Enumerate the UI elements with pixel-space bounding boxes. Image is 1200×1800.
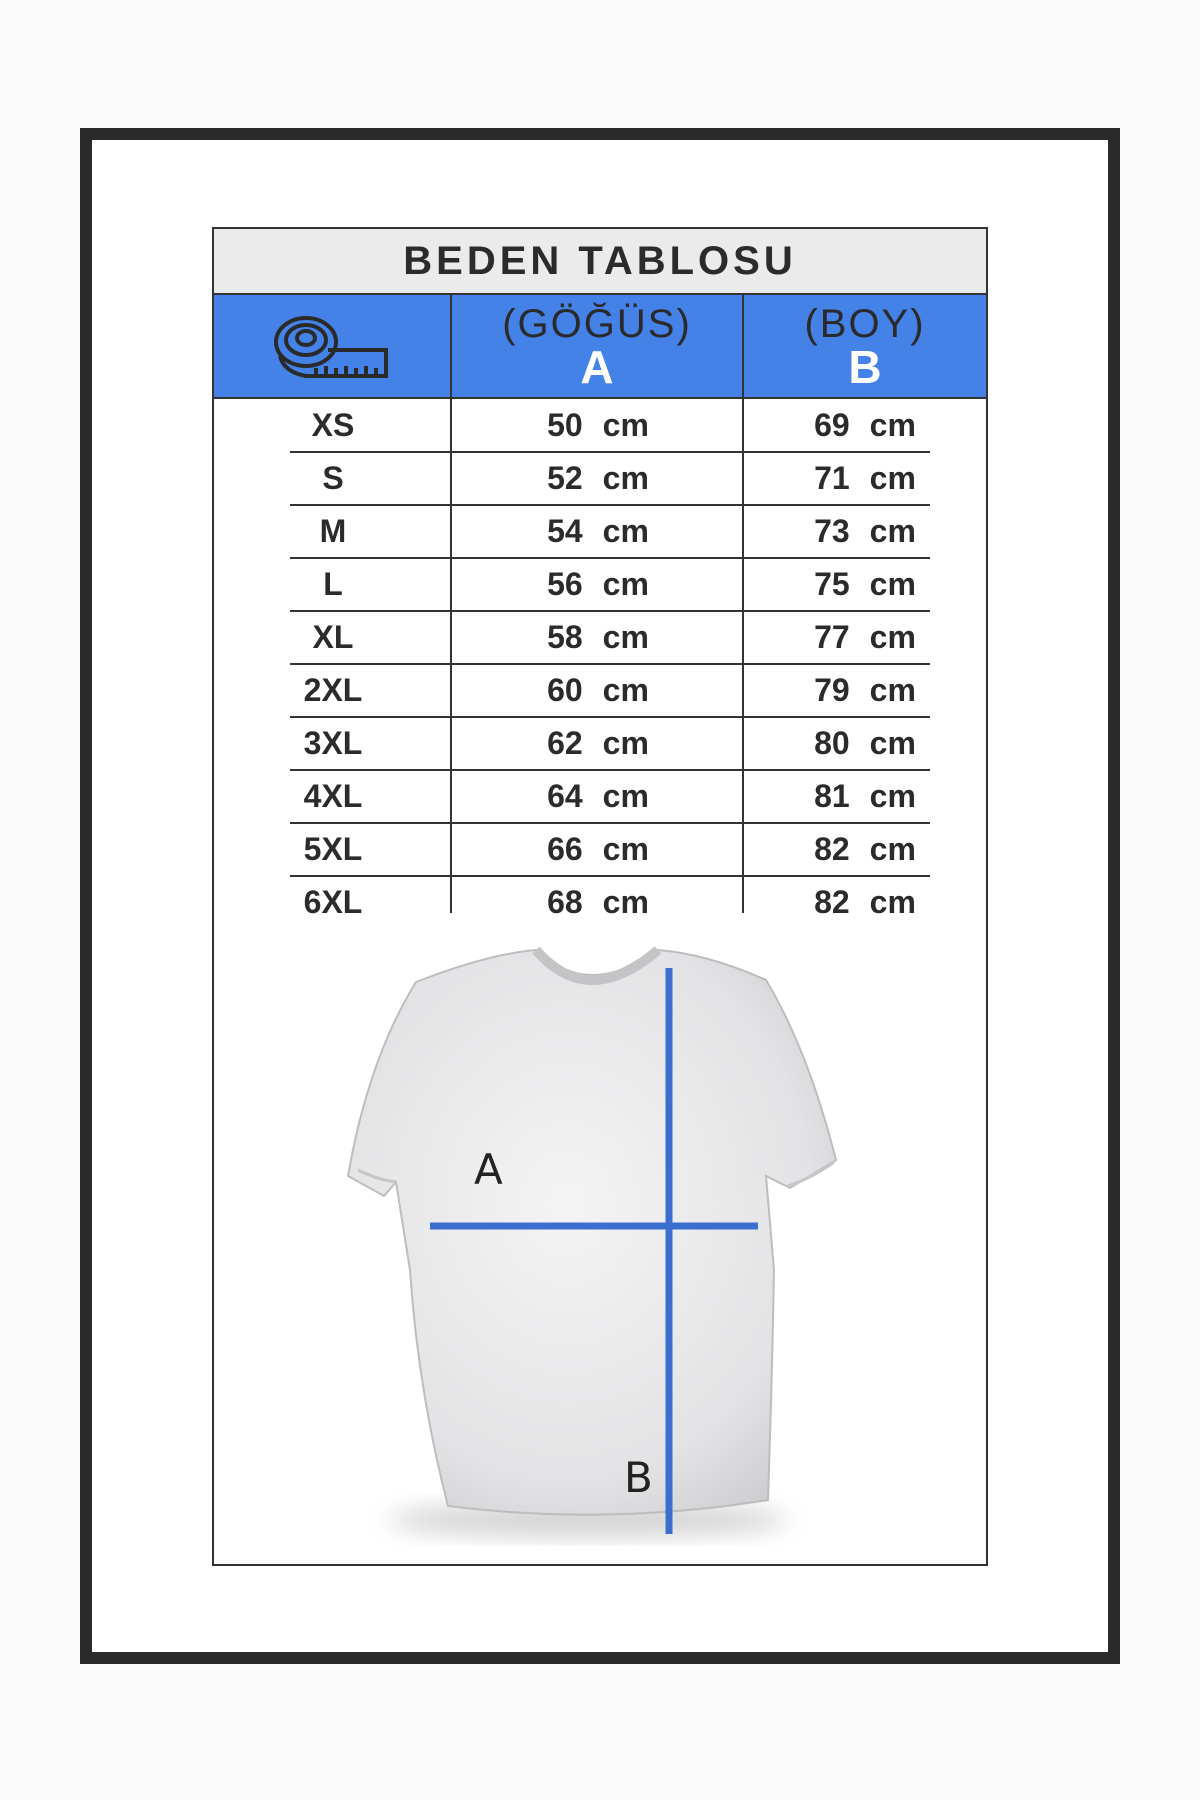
chart-header — [214, 295, 986, 399]
chest-number: 62 — [547, 725, 583, 761]
table-row — [214, 505, 986, 558]
length-value — [744, 399, 986, 452]
chart-title: BEDEN TABLOSU — [214, 229, 986, 295]
column-divider-b — [742, 399, 744, 913]
icon-cell — [214, 295, 452, 397]
unit-label: cm — [602, 513, 649, 549]
unit-label: cm — [602, 407, 649, 443]
length-value — [744, 558, 986, 611]
size-label: 6XL — [303, 884, 363, 920]
unit-label: cm — [869, 407, 916, 443]
length-value — [744, 611, 986, 664]
chest-number: 56 — [547, 566, 583, 602]
column-b-header — [744, 295, 986, 397]
chest-value — [452, 717, 744, 770]
unit-label: cm — [602, 778, 649, 814]
length-number: 75 — [814, 566, 850, 602]
chest-value — [452, 558, 744, 611]
table-row — [214, 558, 986, 611]
table-row — [214, 876, 986, 929]
chest-value — [452, 823, 744, 876]
unit-label: cm — [602, 672, 649, 708]
chest-number: 54 — [547, 513, 583, 549]
chest-number: 58 — [547, 619, 583, 655]
table-row — [214, 823, 986, 876]
measuring-tape-icon — [272, 306, 392, 386]
unit-label: cm — [869, 831, 916, 867]
unit-label: cm — [869, 513, 916, 549]
chest-value — [452, 770, 744, 823]
chest-value — [452, 611, 744, 664]
length-number: 82 — [814, 884, 850, 920]
unit-label: cm — [602, 831, 649, 867]
chest-value — [452, 876, 744, 929]
size-label: 3XL — [303, 725, 363, 761]
tshirt-image — [288, 940, 912, 1550]
chest-value — [452, 664, 744, 717]
unit-label: cm — [602, 884, 649, 920]
length-value — [744, 717, 986, 770]
unit-label: cm — [602, 460, 649, 496]
length-number: 69 — [814, 407, 850, 443]
table-row — [214, 611, 986, 664]
size-label: S — [322, 460, 344, 496]
table-row — [214, 770, 986, 823]
chest-number: 50 — [547, 407, 583, 443]
column-a-letter: A — [580, 341, 614, 393]
unit-label: cm — [602, 619, 649, 655]
chest-number: 52 — [547, 460, 583, 496]
chest-value — [452, 452, 744, 505]
column-a-name: (GÖĞÜS) — [502, 302, 692, 346]
size-label: L — [323, 566, 343, 602]
chest-value — [452, 505, 744, 558]
table-row — [214, 452, 986, 505]
length-number: 80 — [814, 725, 850, 761]
length-value — [744, 876, 986, 929]
length-value — [744, 823, 986, 876]
length-number: 71 — [814, 460, 850, 496]
chest-number: 68 — [547, 884, 583, 920]
length-number: 82 — [814, 831, 850, 867]
chest-number: 60 — [547, 672, 583, 708]
chest-number: 66 — [547, 831, 583, 867]
table-row — [214, 717, 986, 770]
label-a: A — [474, 1145, 503, 1194]
size-label: 2XL — [303, 672, 363, 708]
unit-label: cm — [602, 566, 649, 602]
table-row — [214, 664, 986, 717]
unit-label: cm — [869, 725, 916, 761]
length-number: 73 — [814, 513, 850, 549]
length-number: 77 — [814, 619, 850, 655]
length-number: 79 — [814, 672, 850, 708]
size-label: XS — [311, 407, 355, 443]
length-value — [744, 452, 986, 505]
length-value — [744, 505, 986, 558]
size-label: M — [319, 513, 347, 549]
length-value — [744, 770, 986, 823]
unit-label: cm — [869, 884, 916, 920]
chest-number: 64 — [547, 778, 583, 814]
size-label: 5XL — [303, 831, 363, 867]
column-divider-a — [450, 399, 452, 913]
unit-label: cm — [602, 725, 649, 761]
column-a-header — [452, 295, 744, 397]
unit-label: cm — [869, 619, 916, 655]
tshirt-diagram — [288, 940, 912, 1550]
length-number: 81 — [814, 778, 850, 814]
table-row — [214, 399, 986, 452]
chest-value — [452, 399, 744, 452]
size-label: XL — [312, 619, 354, 655]
column-b-name: (BOY) — [804, 302, 926, 346]
column-b-letter: B — [848, 341, 882, 393]
size-label: 4XL — [303, 778, 363, 814]
unit-label: cm — [869, 778, 916, 814]
label-b: B — [624, 1453, 653, 1502]
unit-label: cm — [869, 672, 916, 708]
unit-label: cm — [869, 460, 916, 496]
length-value — [744, 664, 986, 717]
unit-label: cm — [869, 566, 916, 602]
